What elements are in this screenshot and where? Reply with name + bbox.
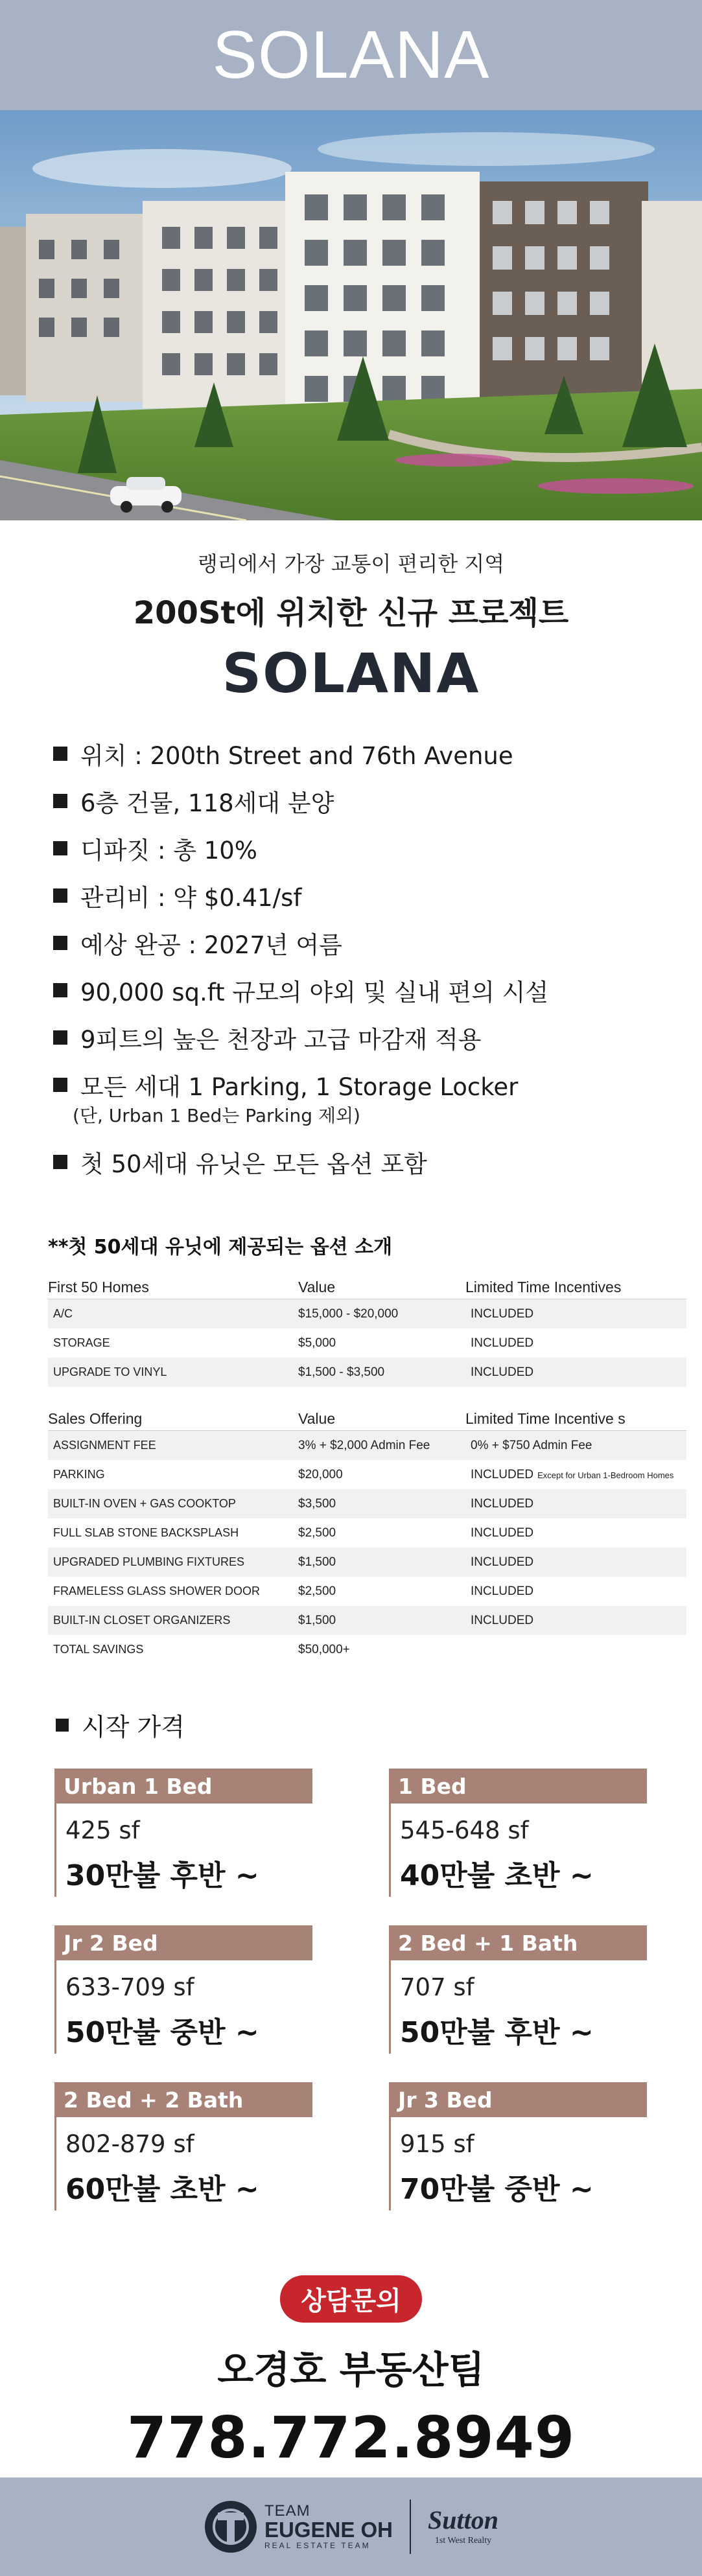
feature-completion: 예상 완공 : 2027년 여름 xyxy=(53,919,702,966)
consultation-badge: 상담문의 xyxy=(280,2275,422,2323)
options-table xyxy=(48,1277,686,1664)
price-card xyxy=(54,2082,312,2210)
unit-price: 60만불 초반 ~ xyxy=(65,2173,259,2206)
intro-subtitle: 랭리에서 가장 교통이 편리한 지역 xyxy=(197,551,505,576)
table-row: BUILT-IN CLOSET ORGANIZERS $1,500 INCLUDED xyxy=(48,1606,686,1635)
unit-size: 545-648 sf xyxy=(400,1816,529,1844)
brokerage-name: Sutton xyxy=(428,2505,498,2535)
table-row: PARKING $20,000 INCLUDED Except for Urban 1-Bedroom Homes xyxy=(53,1467,674,1481)
square-bullet-icon xyxy=(53,794,67,808)
header-banner xyxy=(0,0,702,110)
team-name: 오경호 부동산팀 xyxy=(217,2348,485,2392)
feature-list xyxy=(0,705,702,1185)
table-row: UPGRADED PLUMBING FIXTURES $1,500 INCLUDED xyxy=(48,1548,686,1577)
unit-size: 633-709 sf xyxy=(65,1973,194,2001)
unit-type: Jr 2 Bed xyxy=(54,1925,312,1960)
unit-type: 2 Bed + 1 Bath xyxy=(389,1925,647,1960)
table-row: A/C $15,000 - $20,000 INCLUDED xyxy=(48,1299,686,1329)
square-bullet-icon xyxy=(53,841,67,855)
feature-amenities: 90,000 sq.ft 규모의 야외 및 실내 편의 시설 xyxy=(53,966,702,1014)
footer-team-sub: REAL ESTATE TEAM xyxy=(264,2541,371,2551)
parking-note: (단, Urban 1 Bed는 Parking 제외) xyxy=(73,1105,360,1126)
brokerage-logo xyxy=(428,2507,498,2546)
feature-strata: 관리비 : 약 $0.41/sf xyxy=(53,872,702,919)
table-row: FRAMELESS GLASS SHOWER DOOR $2,500 INCLUDED xyxy=(53,1584,534,1598)
intro-title: 200St에 위치한 신규 프로젝트 xyxy=(133,595,569,631)
unit-type: Urban 1 Bed xyxy=(54,1769,312,1804)
table-row: UPGRADE TO VINYL $1,500 - $3,500 INCLUDED xyxy=(48,1358,686,1387)
price-card xyxy=(389,2082,647,2210)
price-card xyxy=(54,1925,312,2054)
phone-number[interactable]: 778.772.8949 xyxy=(126,2404,576,2471)
intro-section xyxy=(0,520,702,705)
table-row: FULL SLAB STONE BACKSPLASH $2,500 INCLUDED xyxy=(53,1526,534,1540)
parking-exception-note: Except for Urban 1-Bedroom Homes xyxy=(537,1470,674,1480)
square-bullet-icon xyxy=(53,1078,67,1092)
building-rendering-image xyxy=(0,110,702,520)
unit-size: 915 sf xyxy=(400,2130,474,2158)
unit-size: 425 sf xyxy=(65,1816,140,1844)
hero-rendering xyxy=(0,110,702,520)
feature-ceiling: 9피트의 높은 천장과 고급 마감재 적용 xyxy=(53,1014,702,1061)
footer-banner xyxy=(0,2477,702,2576)
team-logo xyxy=(204,2500,393,2554)
square-bullet-icon xyxy=(53,888,67,903)
feature-building: 6층 건물, 118세대 분양 xyxy=(53,777,702,824)
unit-type: Jr 3 Bed xyxy=(389,2082,647,2117)
price-card xyxy=(389,1769,647,1897)
square-bullet-icon xyxy=(53,936,67,950)
feature-parking: 모든 세대 1 Parking, 1 Storage Locker xyxy=(53,1061,702,1108)
square-bullet-icon xyxy=(53,1155,67,1169)
contact-section xyxy=(0,2275,702,2471)
options-heading: **첫 50세대 유닛에 제공되는 옵션 소개 xyxy=(48,1236,393,1259)
price-grid xyxy=(54,1769,702,2210)
feature-location: 위치 : 200th Street and 76th Avenue xyxy=(53,730,702,777)
header-title: SOLANA xyxy=(212,17,490,93)
feature-deposit: 디파짓 : 총 10% xyxy=(53,824,702,872)
footer-team-label: TEAM xyxy=(264,2501,310,2520)
unit-price: 50만불 중반 ~ xyxy=(65,2016,259,2049)
unit-size: 707 sf xyxy=(400,1973,474,2001)
unit-size: 802-879 sf xyxy=(65,2130,194,2158)
unit-price: 30만불 후반 ~ xyxy=(65,1859,259,1892)
square-bullet-icon xyxy=(53,1030,67,1045)
unit-type: 2 Bed + 2 Bath xyxy=(54,2082,312,2117)
table-row-total: TOTAL SAVINGS $50,000+ xyxy=(53,1642,350,1656)
price-card xyxy=(54,1769,312,1897)
unit-price: 50만불 후반 ~ xyxy=(400,2016,594,2049)
price-card xyxy=(389,1925,647,2054)
team-logo-icon xyxy=(204,2500,258,2554)
price-heading: 시작 가격 xyxy=(56,1707,702,1743)
square-bullet-icon xyxy=(53,983,67,997)
table-header: Sales Offering Value Limited Time Incentive s xyxy=(48,1409,686,1431)
square-bullet-icon xyxy=(56,1719,69,1732)
project-name: SOLANA xyxy=(222,642,480,705)
unit-price: 70만불 중반 ~ xyxy=(400,2173,594,2206)
footer-team-name: EUGENE OH xyxy=(264,2517,393,2542)
unit-type: 1 Bed xyxy=(389,1769,647,1804)
table-row: BUILT-IN OVEN + GAS COOKTOP $3,500 INCLUDED xyxy=(48,1489,686,1518)
feature-options: 첫 50세대 유닛은 모든 옵션 포함 xyxy=(53,1138,702,1185)
footer-divider xyxy=(410,2500,411,2554)
table-row: ASSIGNMENT FEE 3% + $2,000 Admin Fee 0% + $750 Admin Fee xyxy=(48,1431,686,1460)
table-row: STORAGE $5,000 INCLUDED xyxy=(53,1336,534,1350)
brokerage-sub: 1st West Realty xyxy=(434,2536,492,2546)
square-bullet-icon xyxy=(53,747,67,761)
table-header: First 50 Homes Value Limited Time Incentives xyxy=(48,1277,686,1299)
unit-price: 40만불 초반 ~ xyxy=(400,1859,594,1892)
